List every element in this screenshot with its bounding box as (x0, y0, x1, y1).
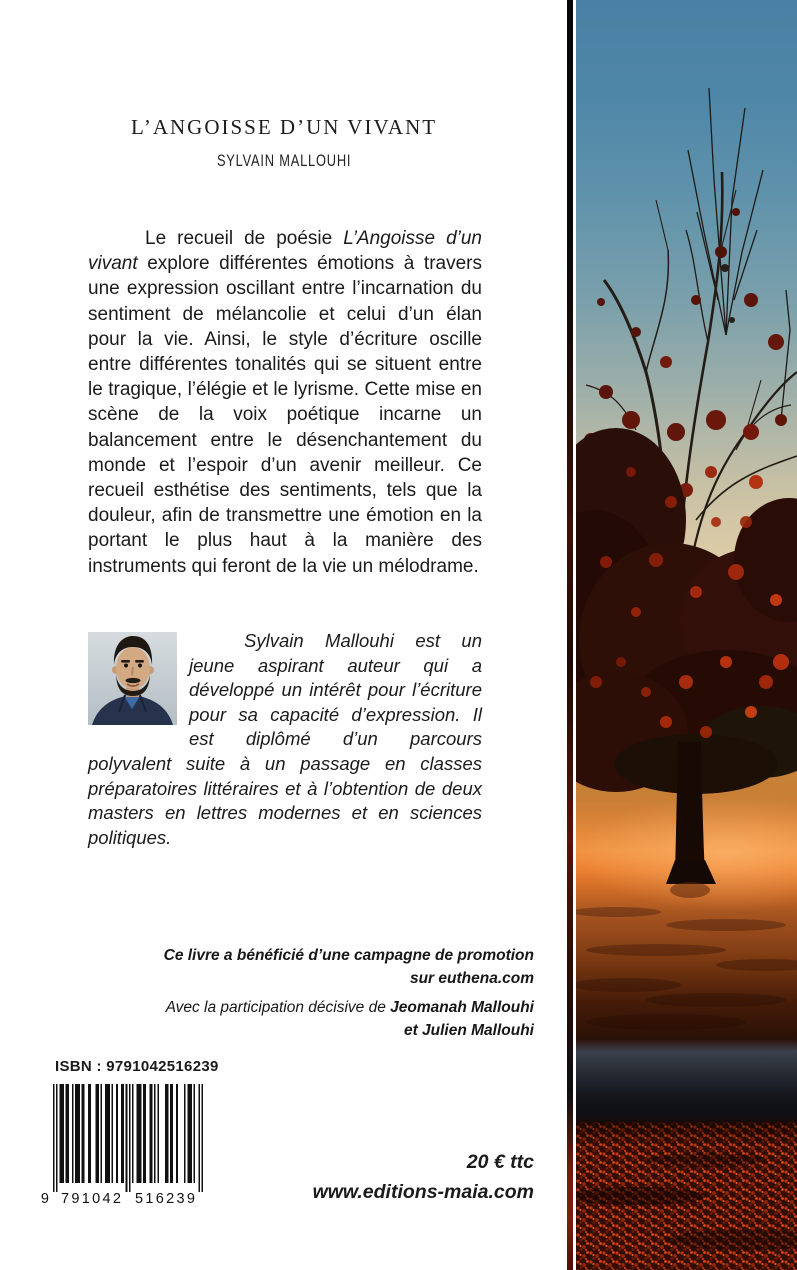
author-bio (88, 629, 482, 850)
synopsis-rest: explore différentes émotions à travers une expression oscillant entre l’incarnation du sentiment de mélancolie et celui d’un élan pour la vie. Ainsi, le style d’écriture oscille entre différentes tonalités qui se situent entre le tragique, l’élégie et le lyrisme. Cette mise en scène de la voix poétique incarne un balancement entre le désenchantement du monde et l’espoir d’un avenir meilleur. Ce recueil esthétise des sentiments, tels que la douleur, afin de transmettre une émotion en la portant le plus haut à la manière des instruments qui feront de la vie un mélodrame. (88, 253, 482, 577)
promo-participation-prefix: Avec la participation décisive de (165, 999, 391, 1016)
author-photo (88, 632, 177, 725)
author-bio-text: Sylvain Mallouhi est un jeune aspirant auteur qui a développé un intérêt pour l’écriture pour sa capacité d’expression. Il est diplômé d’un parcours polyvalent suite à un passage en classes préparatoires littéraires et à l’obtention de deux masters en lettres modernes et en sciences politiques. (88, 630, 482, 848)
book-title: L’ANGOISSE D’UN VIVANT (130, 115, 438, 139)
barcode (40, 1084, 210, 1208)
publisher-website: www.editions-maia.com (312, 1181, 534, 1203)
price: 20 € ttc (466, 1151, 534, 1173)
barcode-digit-lead: 9 (40, 1191, 49, 1207)
promo-participation-name: Jeomanah Mallouhi (390, 999, 534, 1016)
photo-spine-sliver (567, 0, 573, 1270)
synopsis-lead: Le recueil de poésie (145, 228, 344, 249)
promo-campaign (88, 944, 534, 990)
synopsis-book-title: L’Angoisse d’un vivant (88, 228, 482, 275)
promo-campaign-line1: Ce livre a bénéficié d’une campagne de promotion (163, 947, 534, 964)
promo-campaign-line2: sur euthena.com (409, 970, 534, 987)
isbn-label: ISBN : 9791042516239 (55, 1058, 219, 1075)
book-author (0, 152, 568, 171)
book-author-name: SYLVAIN MALLOUHI (216, 152, 352, 170)
barcode-digits-group1: 791042 (61, 1191, 121, 1207)
barcode-digits-group2: 516239 (135, 1191, 195, 1207)
synopsis-paragraph (88, 226, 482, 579)
autumn-tree-photo (576, 0, 797, 1270)
promo-participation-name2: et Julien Mallouhi (403, 1022, 534, 1039)
barcode-bars (53, 1084, 203, 1192)
promo-participation (88, 996, 534, 1042)
